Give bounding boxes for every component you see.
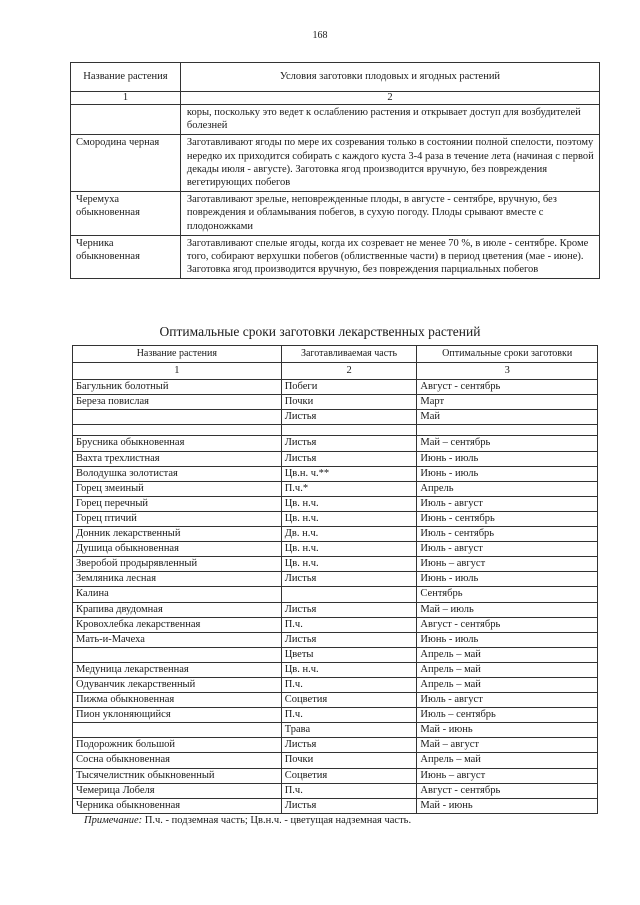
table-row — [71, 135, 600, 192]
column-index-1: 1 — [73, 363, 282, 380]
harvested-part: П.ч. — [281, 783, 417, 798]
column-index-2: 2 — [281, 363, 417, 380]
plant-name: Горец змеиный — [73, 481, 282, 496]
table-row — [73, 602, 598, 617]
harvested-part: Почки — [281, 395, 417, 410]
harvest-period: Август - сентябрь — [417, 783, 598, 798]
harvest-period: Июнь - июль — [417, 451, 598, 466]
table-row — [73, 632, 598, 647]
harvested-part: Цв. н.ч. — [281, 557, 417, 572]
harvested-part: Цв. н.ч. — [281, 496, 417, 511]
harvest-period: Апрель – май — [417, 677, 598, 692]
harvested-part: Цв. н.ч. — [281, 542, 417, 557]
harvested-part: Трава — [281, 723, 417, 738]
plant-name: Тысячелистник обыкновенный — [73, 768, 282, 783]
harvest-conditions: Заготавливают зрелые, неповрежденные плоды, в августе - сентябре, вручную, без повреждения и обламывания побегов, в сухую погоду. Плоды срывают вместе с плодоножками — [180, 192, 599, 236]
table-row — [73, 527, 598, 542]
harvest-period: Июль - август — [417, 693, 598, 708]
plant-name-header: Название растения — [71, 63, 181, 92]
table-row — [73, 753, 598, 768]
harvest-period: Июнь – август — [417, 768, 598, 783]
harvest-conditions: коры, поскольку это ведет к ослаблению растения и открывает доступ для возбудителей болезней — [180, 105, 599, 135]
plant-name: Пижма обыкновенная — [73, 693, 282, 708]
plant-name: Подорожник большой — [73, 738, 282, 753]
plant-name: Багульник болотный — [73, 380, 282, 395]
harvested-part-header: Заготавливаемая часть — [281, 346, 417, 363]
table-row — [73, 677, 598, 692]
table-row — [73, 783, 598, 798]
harvested-part: П.ч. — [281, 708, 417, 723]
harvested-part: Листья — [281, 602, 417, 617]
plant-name: Вахта трехлистная — [73, 451, 282, 466]
harvest-period: Июнь - июль — [417, 466, 598, 481]
harvested-part: П.ч.* — [281, 481, 417, 496]
plant-name: Брусника обыкновенная — [73, 436, 282, 451]
footnote-label: Примечание: — [84, 815, 143, 826]
plant-name: Черника обыкновенная — [73, 798, 282, 813]
table-row — [73, 511, 598, 526]
table-row — [73, 693, 598, 708]
plant-name: Мать-и-Мачеха — [73, 632, 282, 647]
table-row — [73, 738, 598, 753]
plant-name: Черемуха обыкновенная — [71, 192, 181, 236]
plant-name: Береза повислая — [73, 395, 282, 410]
table-row — [71, 105, 600, 135]
table-row — [73, 466, 598, 481]
plant-name: Крапива двудомная — [73, 602, 282, 617]
plant-name: Сосна обыкновенная — [73, 753, 282, 768]
table-row — [73, 542, 598, 557]
harvested-part: Побеги — [281, 380, 417, 395]
table-row — [73, 662, 598, 677]
plant-name: Горец перечный — [73, 496, 282, 511]
plant-name — [73, 425, 282, 436]
harvested-part — [281, 587, 417, 602]
harvest-period: Июль - сентябрь — [417, 527, 598, 542]
plant-name — [71, 105, 181, 135]
plant-name: Володушка золотистая — [73, 466, 282, 481]
harvest-conditions: Заготавливают спелые ягоды, когда их созревает не менее 70 %, в июле - сентябре. Кроме того, собирают верхушки побегов (облиственные части) в период цветения (мае - июне). Заготовка ягод производится вручную, без повреждения парциальных побегов — [180, 235, 599, 279]
table-row — [73, 768, 598, 783]
harvest-period: Апрель — [417, 481, 598, 496]
harvested-part — [281, 425, 417, 436]
page-number: 168 — [312, 30, 328, 41]
harvest-period: Май – июль — [417, 602, 598, 617]
plant-name: Черника обыкновенная — [71, 235, 181, 279]
table-row — [73, 708, 598, 723]
harvest-period: Июль - август — [417, 496, 598, 511]
column-index-1: 1 — [71, 92, 181, 105]
harvested-part: Цветы — [281, 647, 417, 662]
footnote-text: П.ч. - подземная часть; Цв.н.ч. - цветущая надземная часть. — [142, 815, 412, 826]
table-row — [71, 235, 600, 279]
plant-name-header: Название растения — [73, 346, 282, 363]
plant-name: Земляника лесная — [73, 572, 282, 587]
harvest-period-header: Оптимальные сроки заготовки — [417, 346, 598, 363]
table-row — [73, 587, 598, 602]
harvest-period: Август - сентябрь — [417, 380, 598, 395]
harvest-period: Март — [417, 395, 598, 410]
harvested-part: Цв.н. ч.** — [281, 466, 417, 481]
table-row — [73, 436, 598, 451]
table-row — [73, 481, 598, 496]
table-row — [73, 380, 598, 395]
plant-name: Калина — [73, 587, 282, 602]
harvested-part: Листья — [281, 798, 417, 813]
harvested-part: Листья — [281, 572, 417, 587]
plant-name: Пион уклоняющийся — [73, 708, 282, 723]
harvest-periods-body — [73, 380, 598, 814]
harvested-part: Листья — [281, 451, 417, 466]
harvest-periods-table — [72, 345, 598, 814]
table-row — [73, 451, 598, 466]
column-index-2: 2 — [180, 92, 599, 105]
harvested-part: Листья — [281, 410, 417, 425]
plant-name: Кровохлебка лекарственная — [73, 617, 282, 632]
harvested-part: Листья — [281, 436, 417, 451]
table-row — [73, 425, 598, 436]
table-row — [73, 395, 598, 410]
plant-name — [73, 647, 282, 662]
harvest-period: Май - июнь — [417, 723, 598, 738]
harvested-part: Соцветия — [281, 768, 417, 783]
table-row — [73, 557, 598, 572]
plant-name — [73, 410, 282, 425]
harvest-period: Апрель – май — [417, 662, 598, 677]
harvested-part: Соцветия — [281, 693, 417, 708]
harvest-period: Май – август — [417, 738, 598, 753]
plant-name: Зверобой продырявленный — [73, 557, 282, 572]
harvested-part: Дв. н.ч. — [281, 527, 417, 542]
harvest-period: Май — [417, 410, 598, 425]
plant-name: Чемерица Лобеля — [73, 783, 282, 798]
harvest-conditions-table — [70, 62, 600, 279]
harvest-period: Апрель – май — [417, 753, 598, 768]
harvested-part: Почки — [281, 753, 417, 768]
harvest-conditions: Заготавливают ягоды по мере их созревания только в состоянии полной спелости, поэтому нередко их приходится собирать с каждого куста 3-4 раза в течение лета (начиная с первой декады июля - августе). Заготовка ягод производится вручную, без повреждения вегетирующих побегов — [180, 135, 599, 192]
harvested-part: Листья — [281, 632, 417, 647]
plant-name: Медуница лекарственная — [73, 662, 282, 677]
plant-name: Горец птичий — [73, 511, 282, 526]
conditions-header: Условия заготовки плодовых и ягодных растений — [180, 63, 599, 92]
table-row — [73, 723, 598, 738]
plant-name: Смородина черная — [71, 135, 181, 192]
harvest-period: Июнь - сентябрь — [417, 511, 598, 526]
harvest-period: Апрель – май — [417, 647, 598, 662]
table-row — [71, 192, 600, 236]
harvest-period: Август - сентябрь — [417, 617, 598, 632]
harvest-period: Май – сентябрь — [417, 436, 598, 451]
harvest-period — [417, 425, 598, 436]
harvest-period: Июнь – август — [417, 557, 598, 572]
table-title: Оптимальные сроки заготовки лекарственных растений — [159, 324, 481, 339]
plant-name: Донник лекарственный — [73, 527, 282, 542]
table-row — [73, 410, 598, 425]
table-row — [73, 617, 598, 632]
harvested-part: Цв. н.ч. — [281, 662, 417, 677]
table-row — [73, 798, 598, 813]
harvested-part: П.ч. — [281, 617, 417, 632]
table-row — [73, 496, 598, 511]
harvest-period: Июнь - июль — [417, 632, 598, 647]
footnote — [84, 815, 411, 826]
harvest-period: Июль - август — [417, 542, 598, 557]
harvest-period: Май - июнь — [417, 798, 598, 813]
harvest-period: Сентябрь — [417, 587, 598, 602]
harvest-period: Июнь - июль — [417, 572, 598, 587]
harvested-part: Листья — [281, 738, 417, 753]
harvest-period: Июль – сентябрь — [417, 708, 598, 723]
harvested-part: Цв. н.ч. — [281, 511, 417, 526]
column-index-3: 3 — [417, 363, 598, 380]
plant-name: Душица обыкновенная — [73, 542, 282, 557]
plant-name — [73, 723, 282, 738]
table-row — [73, 572, 598, 587]
plant-name: Одуванчик лекарственный — [73, 677, 282, 692]
table-row — [73, 647, 598, 662]
harvested-part: П.ч. — [281, 677, 417, 692]
